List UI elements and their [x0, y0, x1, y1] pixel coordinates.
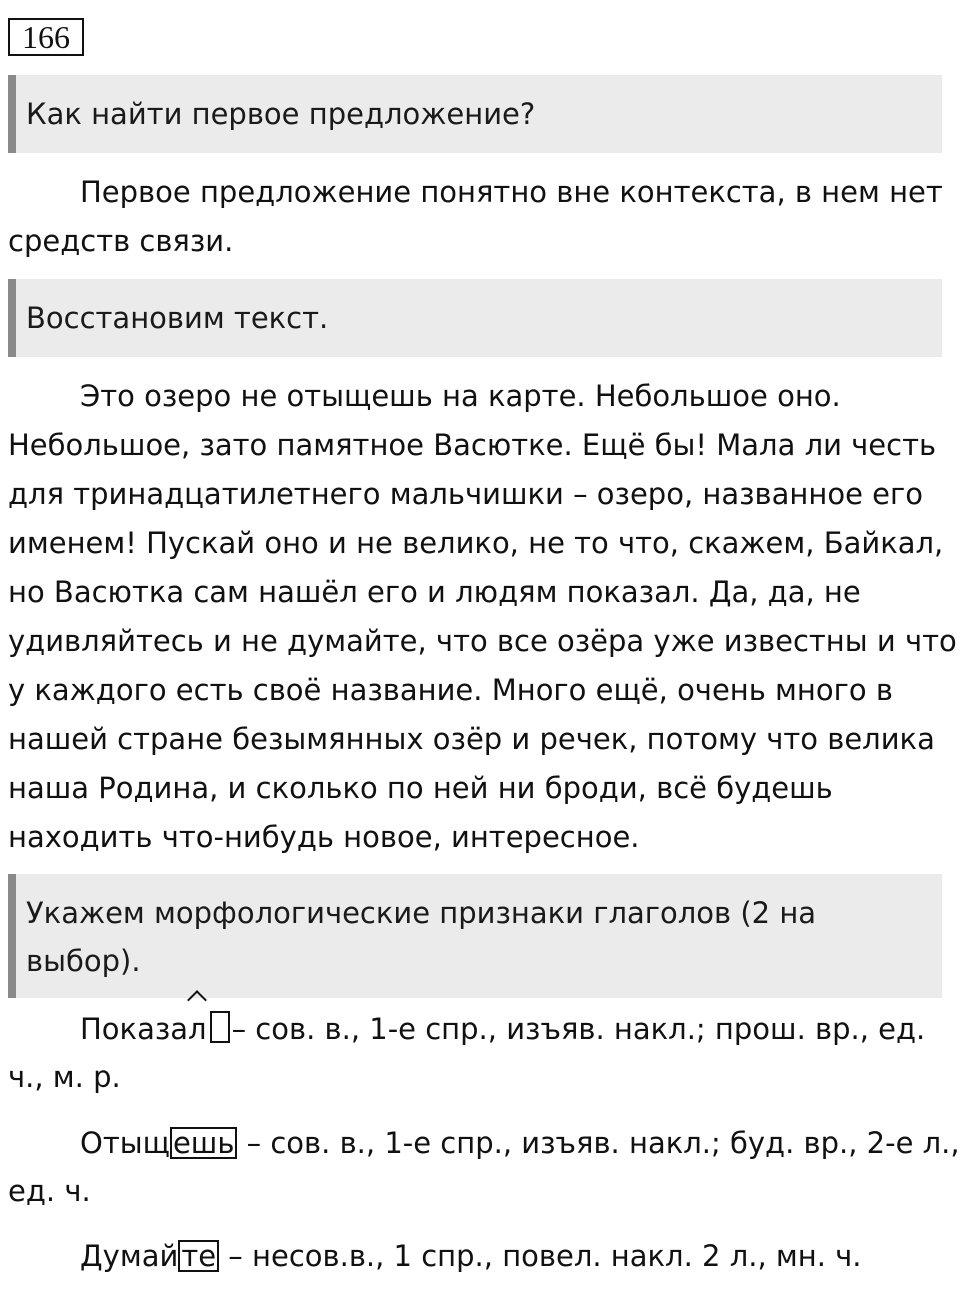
verb-analysis-line [8, 1232, 952, 1280]
text-line: находить что-нибудь новое, интересное. [8, 820, 640, 854]
verb-stem: Отыщ [80, 1126, 170, 1160]
text-line: наша Родина, и сколько по ней ни броди, всё будешь [8, 771, 833, 805]
verb-analysis-pokazal [8, 1005, 952, 1101]
verb-ending: ешь [170, 1127, 237, 1159]
verb-suffix: л [188, 1005, 207, 1053]
question-header-text: Как найти первое предложение? [26, 97, 536, 131]
verb-features: – сов. в., 1-е спр., изъяв. накл.; прош. вр., ед. [231, 1012, 926, 1046]
text-line: Небольшое, зато памятное Васютке. Ещё бы! Мала ли честь [8, 428, 937, 462]
restored-text [8, 372, 957, 862]
text-line: но Васютка сам нашёл его и людям показал. Да, да, не [8, 575, 861, 609]
text-line: Это озеро не отыщешь на карте. Небольшое оно. [80, 379, 841, 413]
verb-features: – сов. в., 1-е спр., изъяв. накл.; буд. вр., 2-е л., [237, 1126, 960, 1160]
task-number: 166 [8, 18, 84, 56]
answer-line: средств связи. [8, 224, 234, 258]
verb-analysis-line: ч., м. р. [8, 1060, 121, 1094]
verb-stem: Думай [80, 1239, 179, 1273]
question-header-verb-features [8, 874, 942, 998]
verb-features: – несов.в., 1 спр., повел. накл. 2 л., мн. ч. [219, 1239, 862, 1273]
question-header-restore-text [8, 279, 942, 357]
verb-analysis-line: ед. ч. [8, 1174, 91, 1208]
verb-analysis-line [8, 1119, 960, 1167]
answer-first-sentence [8, 168, 948, 266]
question-header-text: выбор). [26, 944, 141, 978]
verb-analysis-otyshchesh [8, 1119, 960, 1215]
verb-stem: Показа [80, 1012, 189, 1046]
text-line: для тринадцатилетнего мальчишки – озеро, названное его [8, 477, 923, 511]
text-line: удивляйтесь и не думайте, что все озёра уже известны и что [8, 624, 957, 658]
question-header-first-sentence [8, 75, 942, 153]
question-header-text: Укажем морфологические признаки глаголов (2 на [26, 896, 817, 930]
verb-analysis-line [8, 1005, 952, 1053]
verb-ending: те [178, 1240, 219, 1272]
text-line: именем! Пускай оно и не велико, не то что, скажем, Байкал, [8, 526, 944, 560]
text-line: у каждого есть своё название. Много ещё, очень много в [8, 673, 893, 707]
verb-analysis-dumaite [8, 1232, 952, 1280]
zero-ending-box [210, 1011, 230, 1043]
question-header-text: Восстановим текст. [26, 301, 329, 335]
text-line: нашей стране безымянных озёр и речек, потому что велика [8, 722, 935, 756]
answer-line: Первое предложение понятно вне контекста, в нем нет [80, 175, 943, 209]
